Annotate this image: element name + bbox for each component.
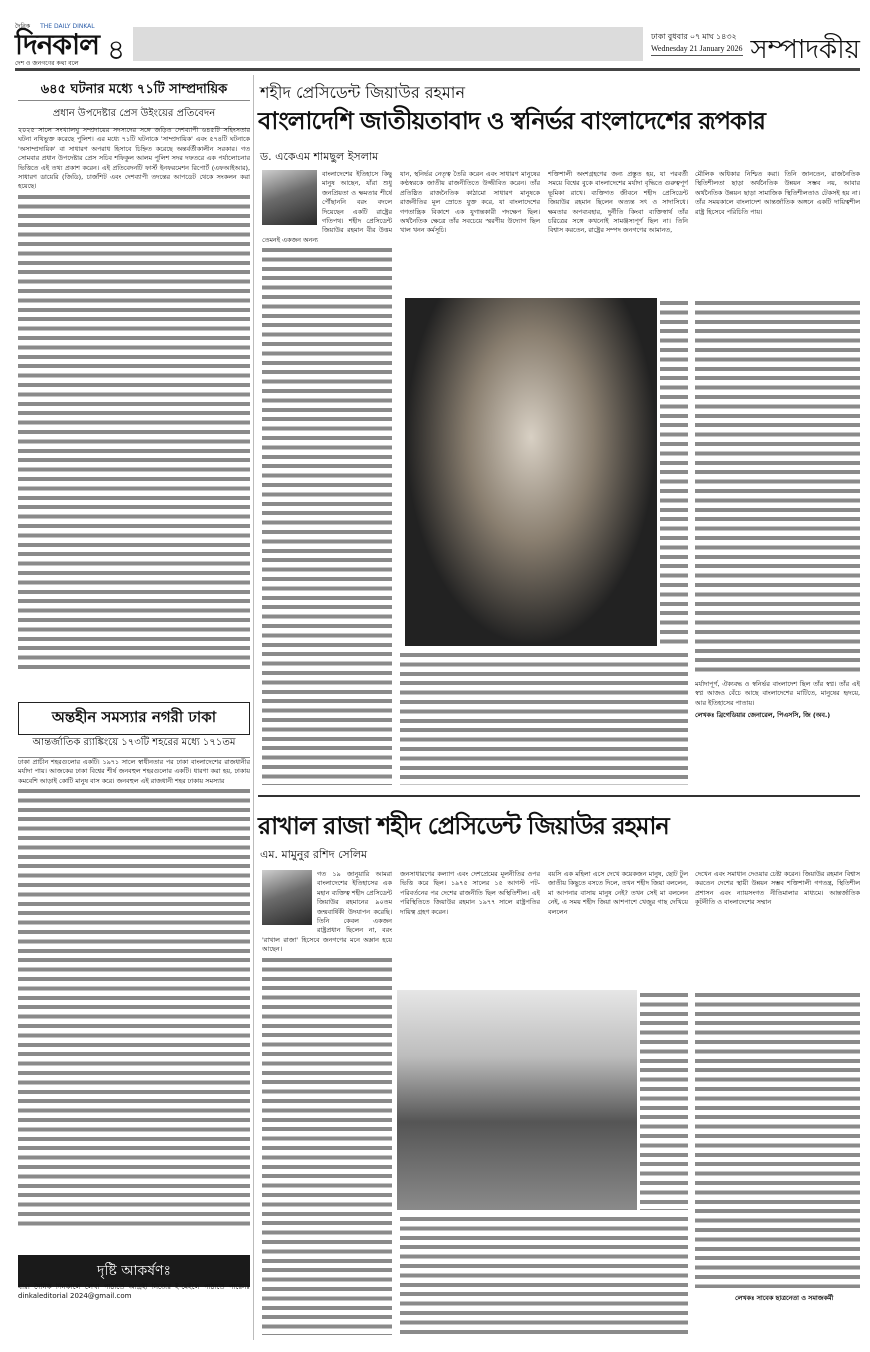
article-column: মৌলিক অধিকার নিশ্চিত করা। তিনি জানতেন, রাজনৈতিক স্থিতিশীলতা ছাড়া অর্থনৈতিক উন্নয়ন সম্ভব নয়, আবার অর্থনৈতিক উন্নয়ন ছাড়া সামাজিক স্থিতিশীলতাও টেকসই হয় না। তাঁর সময়কালে বাংলাদেশ আন্তর্জাতিক অঙ্গনে একটি দায়িত্বশীল রাষ্ট্র হিসেবে পরিচিতি পায়। xyxy=(695,170,860,216)
issue-date xyxy=(651,31,743,56)
notice-title: দৃষ্টি আকর্ষণঃ xyxy=(18,1255,250,1287)
story-lead: ঢাকা প্রাচীন শহরগুলোর একটি। ১৯৭১ সালে স্বাধীনতার পর ঢাকা বাংলাদেশের রাজধানীর মর্যাদা পায়। আজকের ঢাকা বিশ্বের শীর্ষ জনবহুল শহরগুলোর একটি। ধারণা করা হয়, ঢাকায় কমবেশি আড়াই কোটি মানুষ বাস করে। জনবহুল এই রাজধানী শহর ঢাকায় সমস্যার xyxy=(18,758,250,785)
masthead xyxy=(15,20,860,67)
author-photo xyxy=(262,870,312,925)
body-text-block xyxy=(640,990,688,1210)
section-title: সম্পাদকীয় xyxy=(750,35,860,65)
body-text-block xyxy=(400,1214,688,1339)
logo-text: দিনকাল xyxy=(15,28,100,61)
body-text-block xyxy=(400,650,688,785)
article-ending xyxy=(695,680,860,721)
page-number: ৪ xyxy=(107,33,126,66)
article-kicker: শহীদ প্রেসিডেন্ট জিয়াউর রহমান xyxy=(260,83,465,102)
column-divider xyxy=(253,75,254,1340)
historic-photo xyxy=(397,990,637,1210)
article-column: যান, স্থনির্ভর নেতৃত্ব তৈরি করেন এবং সাধারণ মানুষের কণ্ঠস্বরকে জাতীয় রাজনীতিতে উজ্জীবিত করেন। তাঁর প্রতিষ্ঠিত রাজনৈতিক কাঠামো সাধারণ মানুষকে রাজনীতির মূল স্রোতে যুক্ত করে, যা বাংলাদেশের গণতান্ত্রিক বিকাশে এক যুগান্তকারী পদক্ষেপ ছিল। অর্থনৈতিক ক্ষেত্রে তাঁর সবচেয়ে স্মরণীয় উদ্যোগ ছিল খাল খনন কর্মসূচি। xyxy=(400,170,540,235)
logo-english: THE DAILY DINKAL xyxy=(40,23,95,30)
article-column: বয়সি এক মহিলা এসে দেখে কয়েকজন মানুষ, ছোট টুল জাতীয় কিছুতে বসতে দিলে, তখন শহীদ জিয়া বললেন, মা আপনার বাসায় মানুষ নেই? তখন সেই মা বললেন নেই, এ সময় শহীদ জিয়া আশপাশে খেজুর গাছ দেখিয়ে বললেন xyxy=(548,870,688,916)
article-column: জনসাধারণের কল্যাণ এবং দেশপ্রেমের মূলনীতির ওপর ভিত্তি করে ছিল। ১৯৭৫ সালের ১৫ আগস্ট পট-পরিবর্তনের পর দেশের রাজনীতি ছিল অস্থিতিশীল। এই পরিস্থিতিতে জিয়াউর রহমান ১৯৭৭ সালে রাষ্ট্রপতির দায়িত্ব গ্রহণ করেন। xyxy=(400,870,540,916)
date-english: Wednesday 21 January 2026 xyxy=(650,44,743,53)
date-bangla: ঢাকা বুধবার ০৭ মাঘ ১৪৩২ xyxy=(650,32,737,41)
author-photo xyxy=(262,170,317,225)
story-lead: ২০২৫ সালে সংখ্যালঘু সম্প্রদায়ের সদস্যদের সঙ্গে জড়িত দেশব্যাপী ৬৪৫টি সহিংসতার ঘটনা নথিভুক্ত করেছে পুলিশ। এর মধ্যে ৭১টি ঘটনাকে 'সাম্প্রদায়িক' এবং ৫৭৪টি ঘটনাকে 'অসাম্প্রদায়িক' বা সাধারণ অপরাধ হিসাবে চিহ্নিত করেছে অন্তর্বর্তীকালীন সরকার। গত সোমবার প্রধান উপদেষ্টার প্রেস সচিব শফিকুল আলম পুলিশ সদর দফতরে এক পর্যালোচনার ভিত্তিতে এই তথ্য প্রকাশ করেন। এই প্রতিবেদনটি ফার্স্ট ইনফরমেশন রিপোর্ট (এফআইআর), সাধারণ ডায়েরি (জিডি), চার্জশিট এবং দেশব্যাপী তদন্তের আপডেট থেকে সংকলন করা হয়েছে। xyxy=(18,126,250,191)
article-column xyxy=(262,170,392,787)
story-headline: অন্তহীন সমস্যার নগরী ঢাকা xyxy=(18,702,250,735)
notice-text: যারা দৈনিক দিনকালে লেখা পাঠাতে আগ্রহী নিজের ই-মেইলে পাঠাতে পারেনঃ dinkaleditorial 2024@gmail.com xyxy=(18,1283,250,1301)
author-note: লেখকঃ ব্রিগেডিয়ার জেনারেল, পিএসসি, জি (অব.) xyxy=(695,711,831,720)
body-text-block xyxy=(695,298,860,674)
byline: ড. একেএম শামছুল ইসলাম xyxy=(260,150,379,163)
body-text-block xyxy=(262,245,392,785)
column-text: গত ১৯ জানুয়ারি আমরা বাংলাদেশের ইতিহাসের এক মহান ব্যক্তিত্ব শহীদ প্রেসিডেন্ট জিয়াউর রহমানের ৯০তম জন্মবার্ষিকী উদযাপন করেছি। তিনি কেবল একজন রাষ্ট্রপ্রধান ছিলেন না, বরং 'রাখাল রাজা' হিসেবে জনগণের মনে অম্লান হয়ে আছেন। xyxy=(262,870,392,954)
column-text: বাংলাদেশের ইতিহাসে কিছু মানুষ আছেন, যাঁরা শুধু জনপ্রিয়তা ও ক্ষমতার শীর্ষে পৌঁছাননি বরং বদলে দিয়েছেন একটি রাষ্ট্রের গতিপথ। শহীদ প্রেসিডেন্ট জিয়াউর রহমান বীর উত্তম তেমনই একজন অনন্য xyxy=(262,170,392,244)
article-headline: বাংলাদেশি জাতীয়তাবাদ ও স্বনির্ভর বাংলাদেশের রূপকার xyxy=(258,107,765,135)
story-body xyxy=(18,126,250,691)
article-column: দেখেন এবং সমাধান দেওয়ার চেষ্টা করেন। জিয়াউর রহমান বিশ্বাস করতেন দেশের স্থায়ী উন্নয়ন সম্ভব শক্তিশালী গণতন্ত্র, স্থিতিশীল প্রশাসন এবং ন্যায়সংগত নীতিমালার মাধ্যমে। আন্তর্জাতিক কূটনীতি ও বাংলাদেশের সম্মান xyxy=(695,870,860,907)
article-headline: রাখাল রাজা শহীদ প্রেসিডেন্ট জিয়াউর রহমান xyxy=(258,812,669,840)
article-column xyxy=(262,870,392,1338)
story-subhead: প্রধান উপদেষ্টার প্রেস উইংয়ের প্রতিবেদন xyxy=(18,100,250,129)
body-text-block xyxy=(262,955,392,1335)
tagline: দেশ ও জনগণের কথা বলে xyxy=(15,60,79,67)
logo-small: দৈনিক xyxy=(15,23,31,30)
article-closing: মর্যাদাপূর্ণ, ঐক্যবদ্ধ ও স্বনির্ভর বাংলাদেশ ছিল তাঁর স্বপ্ন। তাঁর এই স্বপ্ন আজও বেঁচে আছে বাংলাদেশের মাটিতে, মানুষের হৃদয়ে, আর ইতিহাসের পাতায়। xyxy=(695,680,860,707)
body-text-block xyxy=(18,192,250,672)
newspaper-logo xyxy=(15,23,99,67)
body-text-block xyxy=(18,786,250,1226)
divider xyxy=(258,795,860,797)
body-text-block xyxy=(660,298,688,646)
story-body xyxy=(18,758,250,1243)
story-subhead: আন্তর্জাতিক র‍্যাঙ্কিংয়ে ১৭৩টি শহরের মধ্যে ১৭১তম xyxy=(18,730,250,758)
divider xyxy=(15,68,860,71)
portrait-photo xyxy=(405,298,657,646)
story-headline: ৬৪৫ ঘটনার মধ্যে ৭১টি সাম্প্রদায়িক xyxy=(40,82,228,97)
body-text-block xyxy=(695,990,860,1288)
header-band xyxy=(133,27,643,61)
author-note: লেখকঃ সাবেক ছাত্রনেতা ও সমাজকর্মী xyxy=(735,1294,834,1302)
article-column: শক্তিশালী অংশগ্রহণের জন্য প্রস্তুত হয়, যা পরবর্তী সময়ে বিশ্বের বুকে বাংলাদেশের মর্যাদা বৃদ্ধিতে গুরুত্বপূর্ণ ভূমিকা রাখে। ব্যক্তিগত জীবনে শহীদ প্রেসিডেন্ট জিয়াউর রহমান ছিলেন অত্যন্ত সৎ ও সাদাসিধে। ক্ষমতার অপব্যবহার, দুর্নীতি কিংবা ব্যক্তিস্বার্থ তাঁর চরিত্রের সঙ্গে কখনোই সামঞ্জস্যপূর্ণ ছিল না। তিনি বিশ্বাস করতেন, রাষ্ট্রের সম্পদ জনগণের আমানত, xyxy=(548,170,688,235)
byline: এম. মামুনুর রশিদ সেলিম xyxy=(260,848,368,861)
